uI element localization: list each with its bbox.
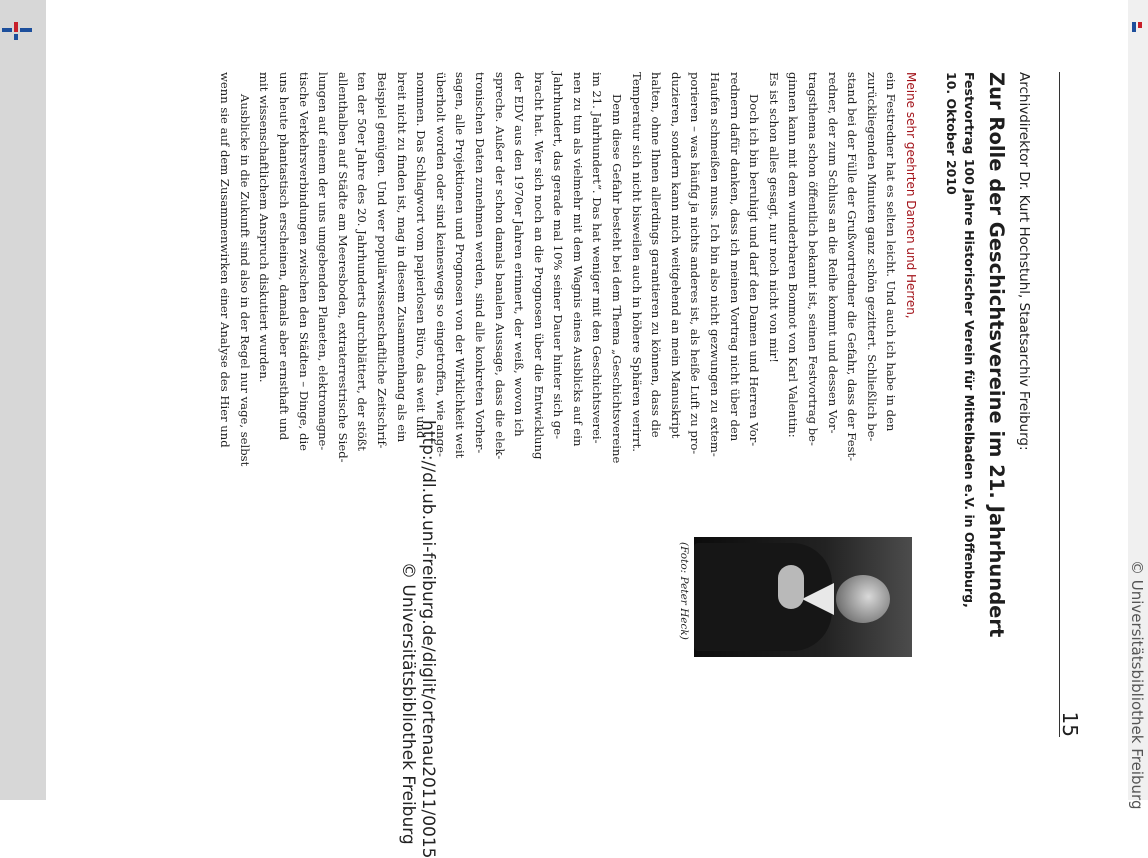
- photo-caption: (Foto: Peter Heck): [678, 542, 690, 640]
- text-line: überholt worden oder sind keineswegs so eingetroffen, wie ange-: [433, 72, 448, 457]
- text-line: Temperatur sich nicht bisweilen auch in höhere Sphären verirrt.: [629, 72, 644, 452]
- text-line: tragsthema schon öffentlich bekannt ist, seinen Festvortrag be-: [806, 72, 821, 446]
- text-line: wenn sie auf dem Zusammenwirken einer Analyse des Hier und: [218, 72, 233, 448]
- text-line: bracht hat. Wer sich noch an die Prognosen über die Entwicklung: [531, 72, 546, 460]
- salutation: Meine sehr geehrten Damen und Herren,: [904, 72, 918, 319]
- footer-copyright: © Universitätsbibliothek Freiburg: [398, 562, 418, 845]
- text-line: spreche. Außer der schon damals banalen Aussage, dass die elek-: [492, 72, 507, 460]
- text-lines: [215, 72, 901, 737]
- text-line: allenthalben auf Städte am Meeresboden, extraterrestrische Sied-: [335, 72, 350, 463]
- text-line: im 21. Jahrhundert“. Das hat weniger mit den Geschichtsverei-: [590, 72, 605, 444]
- text-line: sagen, alle Projektionen und Prognosen von der Wirklichkeit weit: [453, 72, 468, 459]
- text-line: lungen auf einem der uns umgebenden Planeten, elektromagne-: [316, 72, 331, 451]
- text-line: Haufen schmeißen muss. Ich bin also nicht gezwungen zu extem-: [708, 72, 723, 457]
- text-line: Doch ich bin beruhigt und darf den Damen und Herren Vor-: [747, 94, 762, 447]
- library-logo-icon: [2, 22, 36, 40]
- text-line: ein Festredner hat es selten leicht. Und auch ich habe in den: [884, 72, 899, 432]
- text-line: porieren – was häufig ja nichts anderes ist, als heiße Luft zu pro-: [688, 72, 703, 455]
- subtitle-line: 10. Oktober 2010: [944, 72, 959, 195]
- text-line: der EDV aus den 1970er Jahren erinnert, der weiß, wovon ich: [512, 72, 527, 437]
- text-line: halten, ohne Ihnen allerdings garantieren zu können, dass die: [649, 72, 664, 438]
- text-line: tronischen Daten zunehmen werden, sind alle konkreten Vorher-: [472, 72, 487, 454]
- text-line: tische Verkehrsverbindungen zwischen den Städten – Dinge, die: [296, 72, 311, 452]
- text-line: rednern dafür danken, dass ich meinen Vortrag nicht über den: [727, 72, 742, 442]
- text-line: duzieren, sondern kann mich weitgehend an mein Manuskript: [668, 72, 683, 439]
- article-subtitle: [942, 72, 978, 737]
- library-logo-right-icon: [1132, 22, 1146, 38]
- page-number: 15: [1058, 711, 1082, 737]
- header-rule: [1059, 72, 1060, 737]
- subtitle-line: Festvortrag 100 Jahre Historischer Verein für Mittelbaden e.V. in Offenburg,: [962, 72, 977, 608]
- footer-url[interactable]: http://dl.ub.uni-freiburg.de/diglit/ortenau2011/0015: [418, 420, 438, 858]
- text-line: ginnen kann mit dem wunderbaren Bonmot von Karl Valentin:: [786, 72, 801, 438]
- text-line: breit nicht zu finden ist, mag in diesem Zusammenhang als ein: [394, 72, 409, 443]
- body-text: [215, 72, 920, 737]
- text-line: zurückliegenden Minuten ganz schön gezittert. Schließlich be-: [864, 72, 879, 442]
- text-line: uns heute phantastisch erscheinen, damals aber ernsthaft und: [277, 72, 291, 441]
- text-line: ten der 50er Jahre des 20. Jahrhunderts durchblättert, der stößt: [355, 72, 370, 451]
- left-margin: [0, 0, 46, 800]
- text-line: Ausblicke in die Zukunft sind also in der Regel nur vage, selbst: [237, 94, 252, 467]
- text-line: Beispiel genügen. Und wer populärwissenschaftliche Zeitschrif-: [374, 72, 389, 449]
- text-line: nen zu tun als vielmehr mit dem Wagnis eines Ausblicks auf ein: [570, 72, 585, 447]
- right-edge-copyright: © Universitätsbibliothek Freiburg: [1128, 560, 1146, 810]
- author-line: Archivdirektor Dr. Kurt Hochstuhl, Staatsarchiv Freiburg:: [1016, 72, 1032, 451]
- text-line: stand bei der Fülle der Grußwortredner die Gefahr, dass der Fest-: [845, 72, 860, 462]
- article-title: Zur Rolle der Geschichtsvereine im 21. Jahrhundert: [985, 72, 1008, 638]
- text-line: mit wissenschaftlichem Anspruch diskutiert wurden.: [257, 72, 272, 383]
- document-page: [110, 72, 1090, 737]
- text-line: nommen. Das Schlagwort vom papierlosen Büro, das weit und: [414, 72, 429, 439]
- text-line: Es ist schon alles gesagt, nur noch nicht von mir!: [766, 72, 781, 363]
- text-line: redner, der zum Schluss an die Reihe kommt und dessen Vor-: [825, 72, 840, 434]
- text-line: Denn diese Gefahr besteht bei dem Thema „Geschichtsvereine: [610, 94, 625, 464]
- text-line: Jahrhundert, das gerade mal 10% seiner Dauer hinter sich ge-: [551, 72, 566, 439]
